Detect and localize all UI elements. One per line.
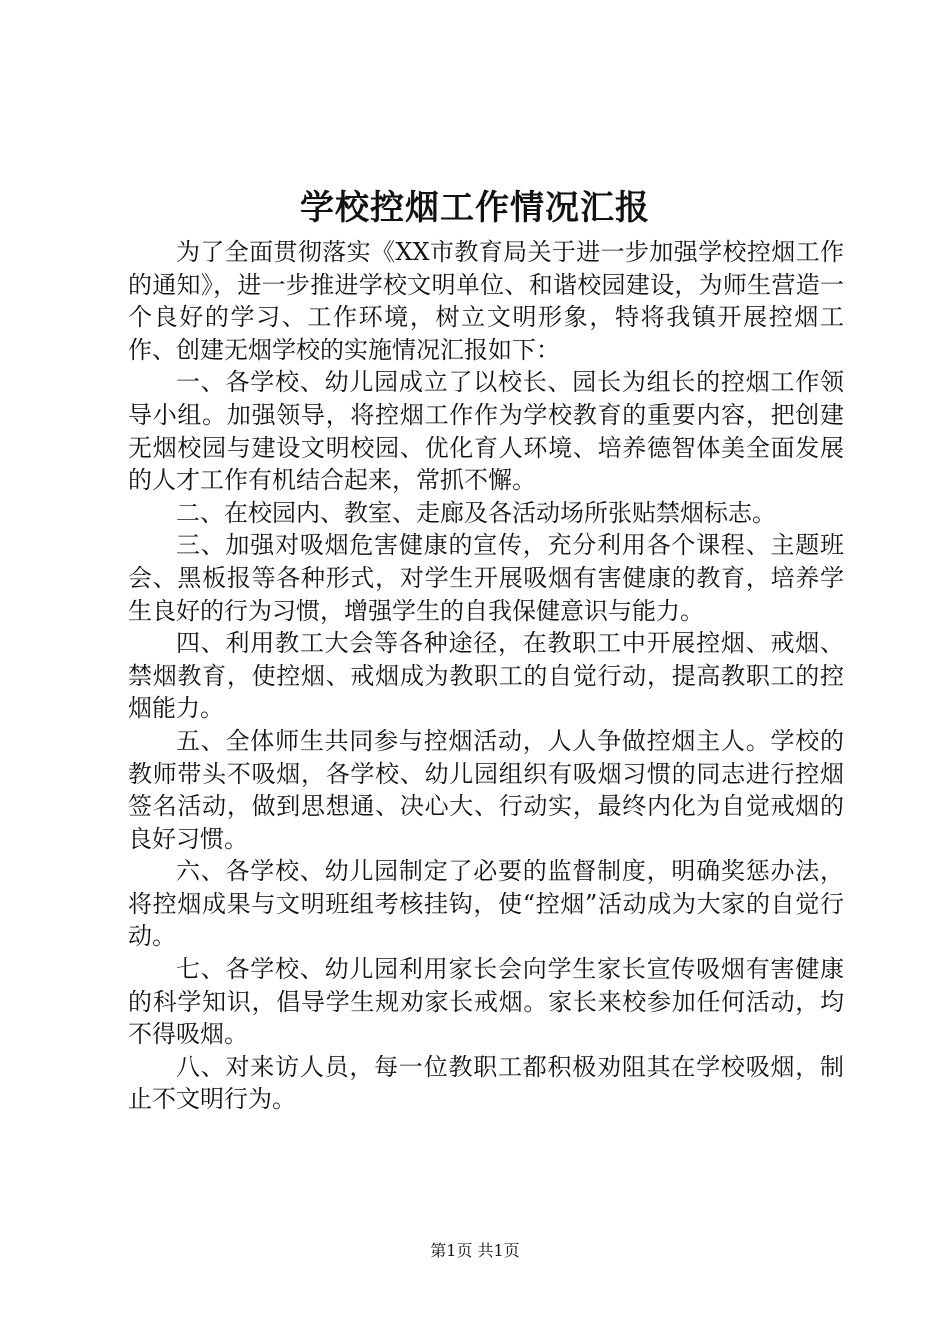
page-footer: 第1页 共1页 <box>430 1241 520 1260</box>
paragraph-item-6: 六、各学校、幼儿园制定了必要的监督制度，明确奖惩办法，将控烟成果与文明班组考核挂钩，使“控烟”活动成为大家的自觉行动。 <box>128 857 844 951</box>
paragraph-item-1: 一、各学校、幼儿园成立了以校长、园长为组长的控烟工作领导小组。加强领导，将控烟工作作为学校教育的重要内容，把创建无烟校园与建设文明校园、优化育人环境、培养德智体美全面发展的人才工作有机结合起来，常抓不懈。 <box>128 368 844 495</box>
paragraph-item-2: 二、在校园内、教室、走廊及各活动场所张贴禁烟标志。 <box>176 498 776 527</box>
paragraph-item-5: 五、全体师生共同参与控烟活动，人人争做控烟主人。学校的教师带头不吸烟，各学校、幼儿园组织有吸烟习惯的同志进行控烟签名活动，做到思想通、决心大、行动实，最终内化为自觉戒烟的良好习惯。 <box>128 726 844 853</box>
paragraph-intro: 为了全面贯彻落实《XX市教育局关于进一步加强学校控烟工作的通知》，进一步推进学校文明单位、和谐校园建设，为师生营造一个良好的学习、工作环境，树立文明形象，特将我镇开展控烟工作、创建无烟学校的实施情况汇报如下： <box>128 238 844 364</box>
paragraph-item-8: 八、对来访人员，每一位教职工都积极劝阻其在学校吸烟，制止不文明行为。 <box>128 1052 844 1114</box>
document-title: 学校控烟工作情况汇报 <box>300 188 650 228</box>
paragraph-item-3: 三、加强对吸烟危害健康的宣传，充分利用各个课程、主题班会、黑板报等各种形式，对学生开展吸烟有害健康的教育，培养学生良好的行为习惯，增强学生的自我保健意识与能力。 <box>128 531 844 625</box>
paragraph-item-4: 四、利用教工大会等各种途径，在教职工中开展控烟、戒烟、禁烟教育，使控烟、戒烟成为教职工的自觉行动，提高教职工的控烟能力。 <box>128 629 844 723</box>
document-body <box>128 236 844 1116</box>
paragraph-item-7: 七、各学校、幼儿园利用家长会向学生家长宣传吸烟有害健康的科学知识，倡导学生规劝家长戒烟。家长来校参加任何活动，均不得吸烟。 <box>128 955 844 1049</box>
